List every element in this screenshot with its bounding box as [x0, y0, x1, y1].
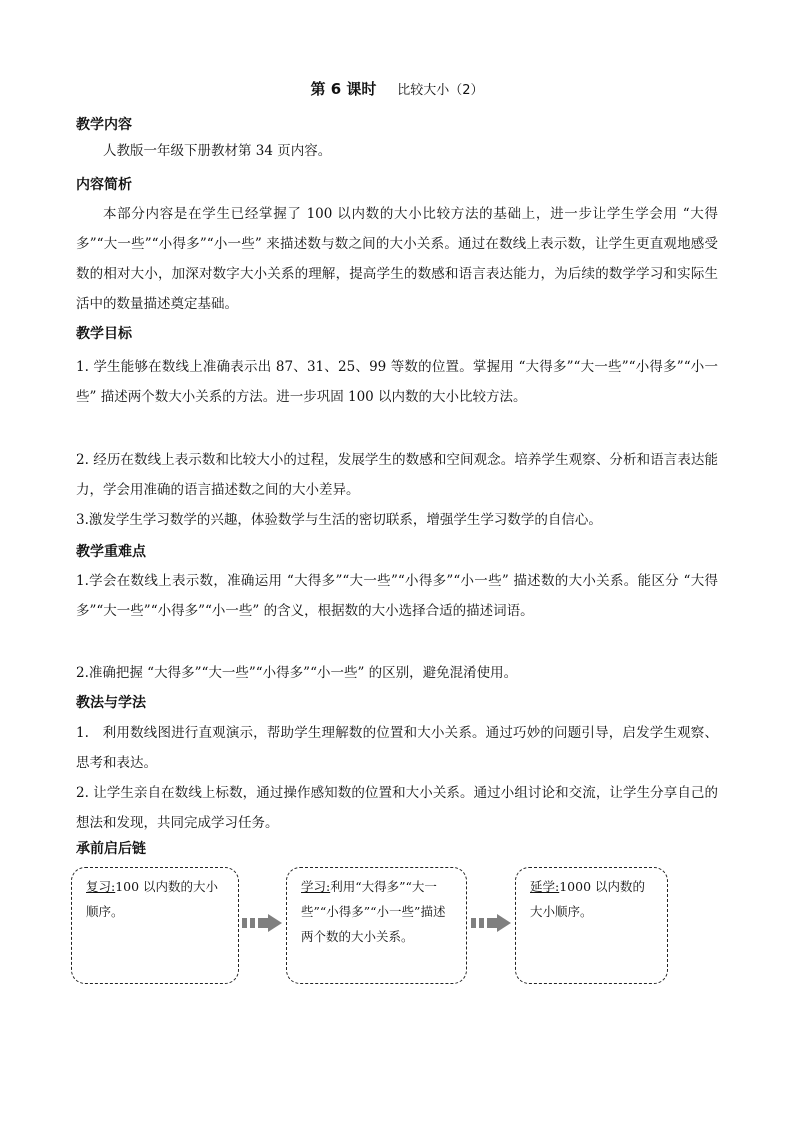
method-item-1: 1. 利用数线图进行直观演示，帮助学生理解数的位置和大小关系。通过巧妙的问题引导，启发学生观察、思考和表达。 [76, 725, 718, 771]
summary-text: 本部分内容是在学生已经掌握了 100 以内数的大小比较方法的基础上，进一步让学生学会用 “大得多”“大一些”“小得多”“小一些” 来描述数与数之间的大小关系。通过在数线上表示数，让学生更直观地感受数的相对大小，加深对数字大小关系的理解，提高学生的数感和语言表达能力，为后续的数学学习和实际生活中的数量描述奠定基础。 [76, 206, 718, 312]
chain-box-study [286, 867, 467, 984]
goal-item-1: 1. 学生能够在数线上准确表示出 87、31、25、99 等数的位置。掌握用 “大得多”“大一些”“小得多”“小一些” 描述两个数大小关系的方法。进一步巩固 100 以内数的大小比较方法。 [76, 359, 718, 405]
key-point-1: 1.学会在数线上表示数，准确运用 “大得多”“大一些”“小得多”“小一些” 描述数的大小关系。能区分 “大得多”“大一些”“小得多”“小一些” 的含义，根据数的大小选择合适的描述词语。 [76, 573, 718, 619]
heading-methods: 教法与学法 [76, 695, 146, 711]
lesson-number: 第 6 课时 [310, 80, 377, 98]
chain-box-extend-label: 延学: [530, 879, 560, 894]
chain-box-review [71, 867, 239, 984]
goal-item-3: 3.激发学生学习数学的兴趣，体验数学与生活的密切联系，增强学生学习数学的自信心。 [76, 512, 602, 528]
heading-goals: 教学目标 [76, 326, 132, 342]
heading-key-points: 教学重难点 [76, 544, 146, 560]
content-text: 人教版一年级下册教材第 34 页内容。 [103, 143, 332, 159]
lesson-topic: 比较大小（2） [397, 83, 484, 98]
arrow-right-icon [242, 914, 284, 932]
heading-chain: 承前启后链 [76, 841, 146, 857]
heading-summary: 内容简析 [76, 177, 132, 193]
page-title [0, 78, 794, 99]
chain-box-study-text: 利用“大得多”“大一些”“小得多”“小一些”描述两个数的大小关系。 [301, 879, 446, 944]
method-item-2: 2. 让学生亲自在数线上标数，通过操作感知数的位置和大小关系。通过小组讨论和交流，让学生分享自己的想法和发现，共同完成学习任务。 [76, 785, 718, 831]
heading-content: 教学内容 [76, 117, 132, 133]
chain-box-study-label: 学习: [301, 879, 331, 894]
chain-box-review-label: 复习: [86, 879, 116, 894]
chain-box-extend [515, 867, 668, 984]
arrow-right-icon [471, 914, 513, 932]
chain-box-review-text: 100 以内数的大小顺序。 [86, 879, 219, 919]
goal-item-2: 2. 经历在数线上表示数和比较大小的过程，发展学生的数感和空间观念。培养学生观察、分析和语言表达能力，学会用准确的语言描述数之间的大小差异。 [76, 452, 718, 498]
chain-box-extend-text: 1000 以内数的大小顺序。 [530, 879, 646, 919]
key-point-2: 2.准确把握 “大得多”“大一些”“小得多”“小一些” 的区别，避免混淆使用。 [76, 665, 518, 681]
